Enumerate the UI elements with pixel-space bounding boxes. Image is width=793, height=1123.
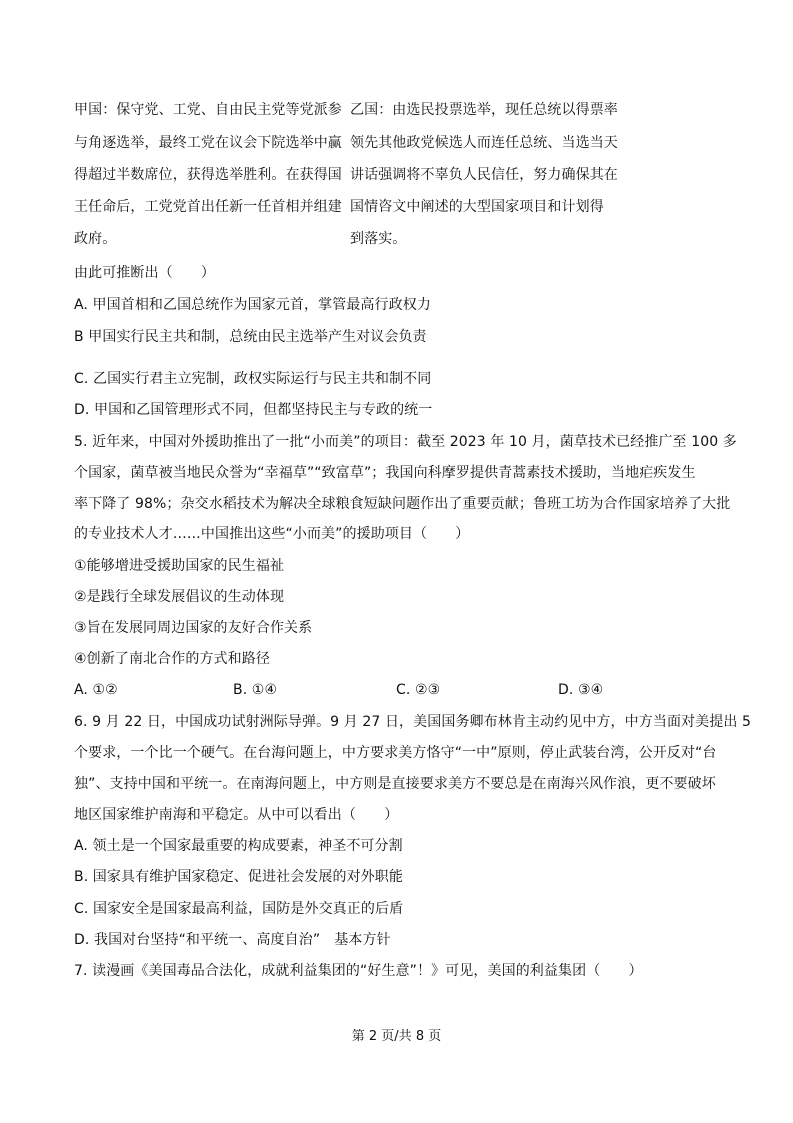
question-5-option-d: D. ③④ xyxy=(558,682,604,698)
material-jia-line: 与角逐选举，最终工党在议会下院选举中赢 xyxy=(74,135,342,151)
question-6-text: 地区国家维护南海和平稳定。从中可以看出（ ） xyxy=(74,807,399,823)
question-5-option-c: C. ②③ xyxy=(396,682,441,698)
question-6-option-c: C. 国家安全是国家最高利益，国防是外交真正的后盾 xyxy=(74,901,404,917)
question-5-item: ①能够增进受援助国家的民生福祉 xyxy=(74,558,285,574)
material-yi-line: 讲话强调将不辜负人民信任，努力确保其在 xyxy=(350,167,618,183)
question-5-option-a: A. ①② xyxy=(74,682,118,698)
question-6-text: 6. 9 月 22 日，中国成功试射洲际导弹。9 月 27 日，美国国务卿布林肯主动约见中方，中方当面对美提出 5 xyxy=(74,714,752,730)
question-5-item: ③旨在发展同周边国家的友好合作关系 xyxy=(74,620,313,636)
material-jia-line: 王任命后，工党党首出任新一任首相并组建 xyxy=(74,199,342,215)
material-jia-line: 得超过半数席位，获得选举胜利。在获得国 xyxy=(74,167,342,183)
question-6-option-d: D. 我国对台坚持“和平统一、高度自治” 基本方针 xyxy=(74,932,391,948)
material-jia-line: 甲国：保守党、工党、自由民主党等党派参 xyxy=(74,102,342,118)
material-jia-line: 政府。 xyxy=(74,231,117,247)
question-6-text: 独”、支持中国和平统一。在南海问题上，中方则是直接要求美方不要总是在南海兴风作浪，更不要破坏 xyxy=(74,776,716,792)
material-yi-line: 乙国：由选民投票选举，现任总统以得票率 xyxy=(350,102,618,118)
material-yi-line: 国情咨文中阐述的大型国家项目和计划得 xyxy=(350,199,604,215)
question-5-item: ②是践行全球发展倡议的生动体现 xyxy=(74,589,285,605)
question-5-option-b: B. ①④ xyxy=(233,682,278,698)
question-5-text: 个国家，菌草被当地民众誉为“幸福草”“致富草”；我国向科摩罗提供青蒿素技术援助，当地疟疾发生 xyxy=(74,465,696,481)
question-5-item: ④创新了南北合作的方式和路径 xyxy=(74,651,270,667)
question-7-stem: 7. 读漫画《美国毒品合法化，成就利益集团的“好生意”！》可见，美国的利益集团（ ） xyxy=(74,963,643,979)
question-4-stem: 由此可推断出（ ） xyxy=(74,265,215,281)
material-yi-line: 到落实。 xyxy=(350,231,407,247)
question-5-text: 的专业技术人才……中国推出这些“小而美”的援助项目（ ） xyxy=(74,526,470,542)
question-6-option-b: B. 国家具有维护国家稳定、促进社会发展的对外职能 xyxy=(74,869,404,885)
question-6-text: 个要求，一个比一个硬气。在台海问题上，中方要求美方恪守“一中”原则，停止武装台湾，公开反对“台 xyxy=(74,745,717,761)
question-4-option-a: A. 甲国首相和乙国总统作为国家元首，掌管最高行政权力 xyxy=(74,297,431,313)
question-6-option-a: A. 领土是一个国家最重要的构成要素，神圣不可分割 xyxy=(74,838,403,854)
page-number: 第 2 页/共 8 页 xyxy=(351,1029,442,1044)
material-yi-line: 领先其他政党候选人而连任总统、当选当天 xyxy=(350,135,618,151)
question-4-option-b: B 甲国实行民主共和制，总统由民主选举产生对议会负责 xyxy=(74,329,427,345)
question-5-text: 率下降了 98%；杂交水稻技术为解决全球粮食短缺问题作出了重要贡献；鲁班工坊为合作国家培养了大批 xyxy=(74,496,731,512)
question-4-option-d: D. 甲国和乙国管理形式不同，但都坚持民主与专政的统一 xyxy=(74,402,433,418)
question-5-text: 5. 近年来，中国对外援助推出了一批“小而美”的项目：截至 2023 年 10 月，菌草技术已经推广至 100 多 xyxy=(74,434,737,450)
question-4-option-c: C. 乙国实行君主立宪制，政权实际运行与民主共和制不同 xyxy=(74,371,432,387)
